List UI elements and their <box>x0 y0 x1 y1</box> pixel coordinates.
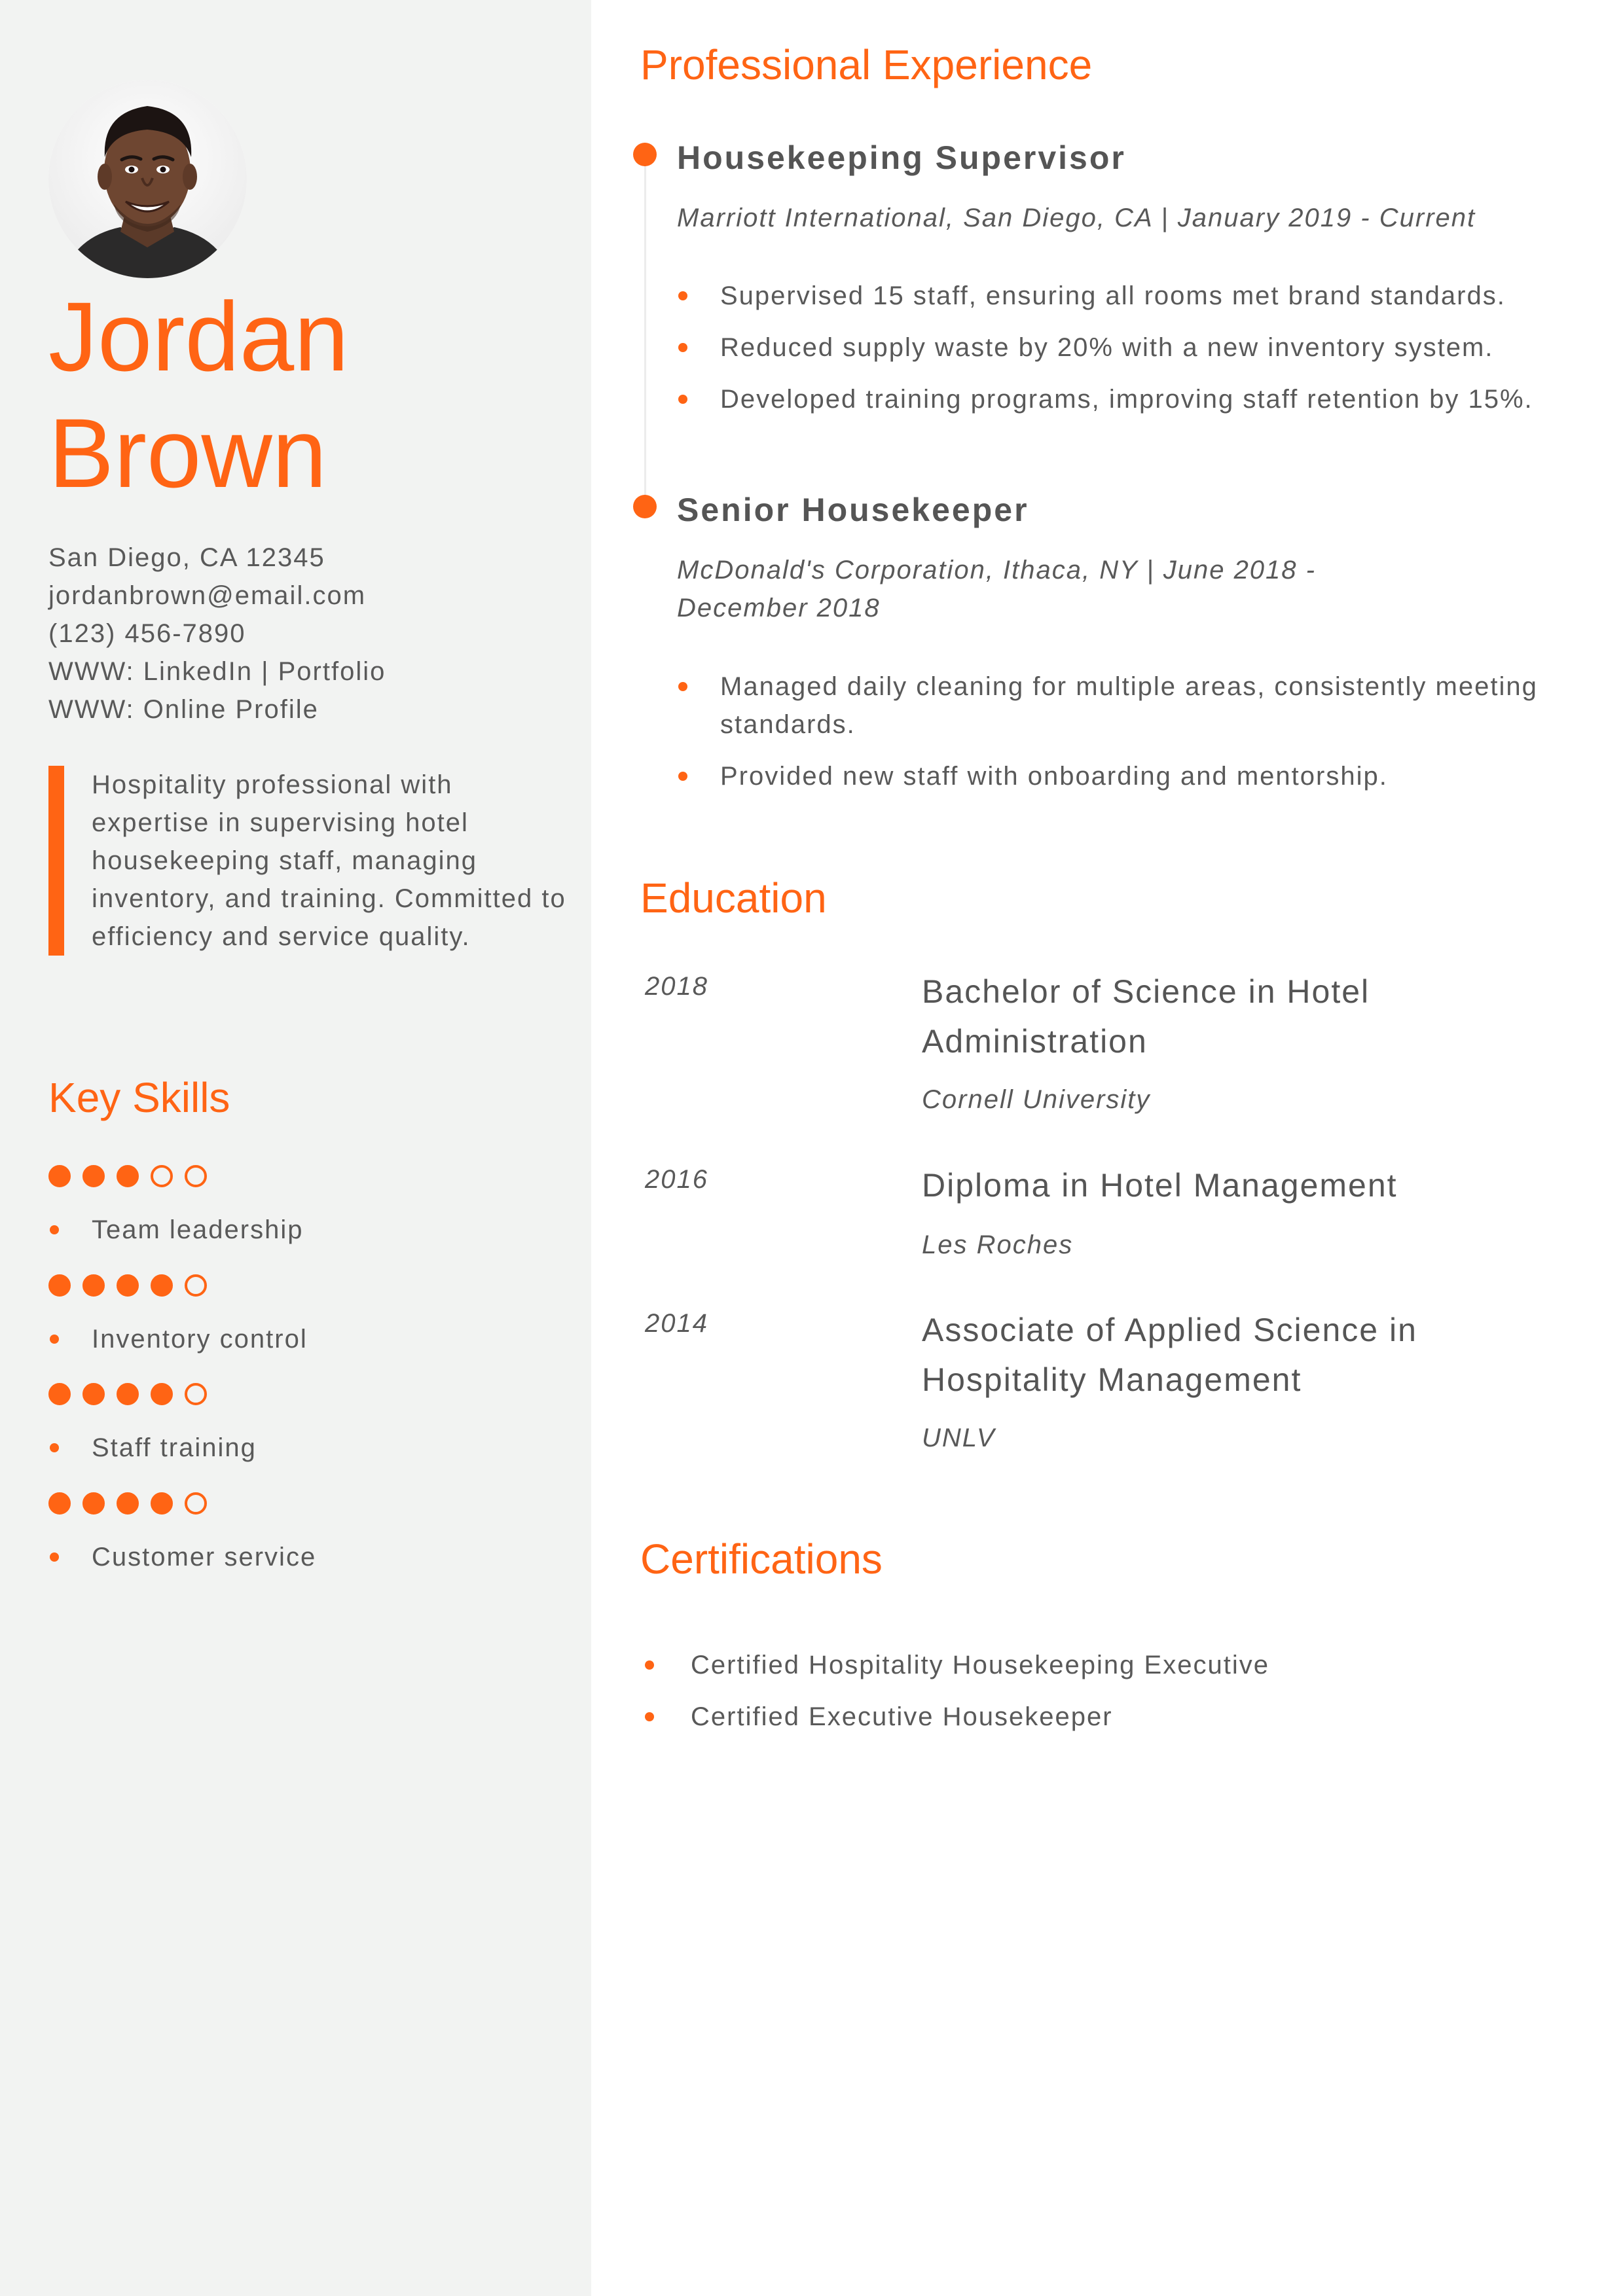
education-year: 2014 <box>645 1309 708 1338</box>
rating-dot-filled-icon <box>82 1165 105 1187</box>
list-item <box>677 329 1554 367</box>
last-name: Brown <box>48 398 327 508</box>
rating-dot-empty-icon <box>185 1165 207 1187</box>
email[interactable]: jordanbrown@email.com <box>48 581 367 610</box>
rating-dot-filled-icon <box>82 1492 105 1515</box>
job-title: Senior Housekeeper <box>677 492 1029 528</box>
bullet-icon <box>678 682 687 691</box>
professional-summary: Hospitality professional with expertise in supervising hotel housekeeping staff, managing inventory, and training. Committed to efficiency and service quality. <box>48 766 576 956</box>
experience-heading: Professional Experience <box>640 41 1093 88</box>
rating-dot-filled-icon <box>151 1383 173 1405</box>
skill-name: Customer service <box>92 1543 317 1571</box>
education-degree: Diploma in Hotel Management <box>922 1167 1398 1204</box>
skill-rating <box>48 1274 546 1297</box>
skill-item <box>48 1165 546 1249</box>
rating-dot-filled-icon <box>117 1383 139 1405</box>
education-school: Les Roches <box>922 1230 1074 1259</box>
bullet-text: Provided new staff with onboarding and mentorship. <box>720 762 1388 791</box>
first-name: Jordan <box>48 281 349 391</box>
rating-dot-filled-icon <box>117 1165 139 1187</box>
bullet-icon <box>50 1335 59 1344</box>
candidate-name <box>48 278 572 511</box>
skill-item <box>48 1492 546 1576</box>
education-school: Cornell University <box>922 1085 1151 1114</box>
rating-dot-filled-icon <box>151 1274 173 1297</box>
education-year: 2016 <box>645 1165 708 1194</box>
rating-dot-filled-icon <box>82 1274 105 1297</box>
timeline-dot-icon <box>633 143 657 166</box>
sidebar <box>0 0 591 2296</box>
web-links[interactable]: WWW: LinkedIn | Portfolio <box>48 657 386 686</box>
list-item <box>677 380 1554 418</box>
certifications-heading: Certifications <box>640 1535 883 1583</box>
skill-item <box>48 1383 546 1467</box>
job-title: Housekeeping Supervisor <box>677 139 1126 176</box>
education-school: UNLV <box>922 1424 996 1452</box>
rating-dot-empty-icon <box>185 1383 207 1405</box>
education-degree: Associate of Applied Science in Hospitality Management <box>922 1312 1417 1398</box>
bullet-icon <box>645 1712 654 1721</box>
address: San Diego, CA 12345 <box>48 543 325 572</box>
bullet-icon <box>50 1552 59 1562</box>
skill-rating <box>48 1383 546 1405</box>
bullet-icon <box>678 343 687 352</box>
skill-item <box>48 1274 546 1358</box>
list-item <box>645 1646 1561 1684</box>
bullet-icon <box>50 1225 59 1234</box>
online-profile-link[interactable]: WWW: Online Profile <box>48 695 319 724</box>
bullet-icon <box>645 1660 654 1670</box>
avatar <box>48 80 247 278</box>
bullet-icon <box>678 291 687 300</box>
list-item <box>677 277 1554 315</box>
certification-name: Certified Hospitality Housekeeping Executive <box>691 1651 1269 1679</box>
skill-rating <box>48 1165 546 1187</box>
job-bullets <box>677 668 1554 809</box>
skill-name: Staff training <box>92 1433 257 1462</box>
rating-dot-filled-icon <box>48 1165 71 1187</box>
list-item <box>677 668 1554 744</box>
list-item <box>645 1698 1561 1736</box>
rating-dot-filled-icon <box>117 1492 139 1515</box>
rating-dot-filled-icon <box>48 1492 71 1515</box>
contact-info <box>48 539 572 728</box>
bullet-text: Managed daily cleaning for multiple areas, consistently meeting standards. <box>720 672 1538 739</box>
bullet-text: Reduced supply waste by 20% with a new inventory system. <box>720 333 1494 362</box>
certification-name: Certified Executive Housekeeper <box>691 1702 1113 1731</box>
rating-dot-filled-icon <box>48 1274 71 1297</box>
job-meta: McDonald's Corporation, Ithaca, NY | June 2018 - December 2018 <box>677 556 1316 622</box>
phone[interactable]: (123) 456-7890 <box>48 619 246 648</box>
bullet-icon <box>678 395 687 404</box>
timeline-line <box>644 157 646 501</box>
certifications-list <box>645 1646 1561 1749</box>
skill-name: Inventory control <box>92 1325 308 1354</box>
rating-dot-empty-icon <box>185 1492 207 1515</box>
job-meta: Marriott International, San Diego, CA | January 2019 - Current <box>677 204 1476 232</box>
skill-rating <box>48 1492 546 1515</box>
rating-dot-empty-icon <box>151 1165 173 1187</box>
bullet-icon <box>678 772 687 781</box>
main-content <box>591 0 1623 2296</box>
skill-name: Team leadership <box>92 1215 304 1244</box>
timeline-dot-icon <box>633 495 657 518</box>
bullet-text: Developed training programs, improving staff retention by 15%. <box>720 385 1533 414</box>
portrait-photo <box>48 80 247 278</box>
rating-dot-filled-icon <box>82 1383 105 1405</box>
list-item <box>677 757 1554 795</box>
education-degree: Bachelor of Science in Hotel Administration <box>922 973 1370 1060</box>
rating-dot-filled-icon <box>48 1383 71 1405</box>
skills-heading: Key Skills <box>48 1074 230 1121</box>
job-bullets <box>677 277 1554 432</box>
bullet-icon <box>50 1443 59 1452</box>
rating-dot-filled-icon <box>151 1492 173 1515</box>
rating-dot-filled-icon <box>117 1274 139 1297</box>
education-heading: Education <box>640 874 827 922</box>
bullet-text: Supervised 15 staff, ensuring all rooms met brand standards. <box>720 281 1506 310</box>
education-year: 2018 <box>645 972 708 1001</box>
rating-dot-empty-icon <box>185 1274 207 1297</box>
